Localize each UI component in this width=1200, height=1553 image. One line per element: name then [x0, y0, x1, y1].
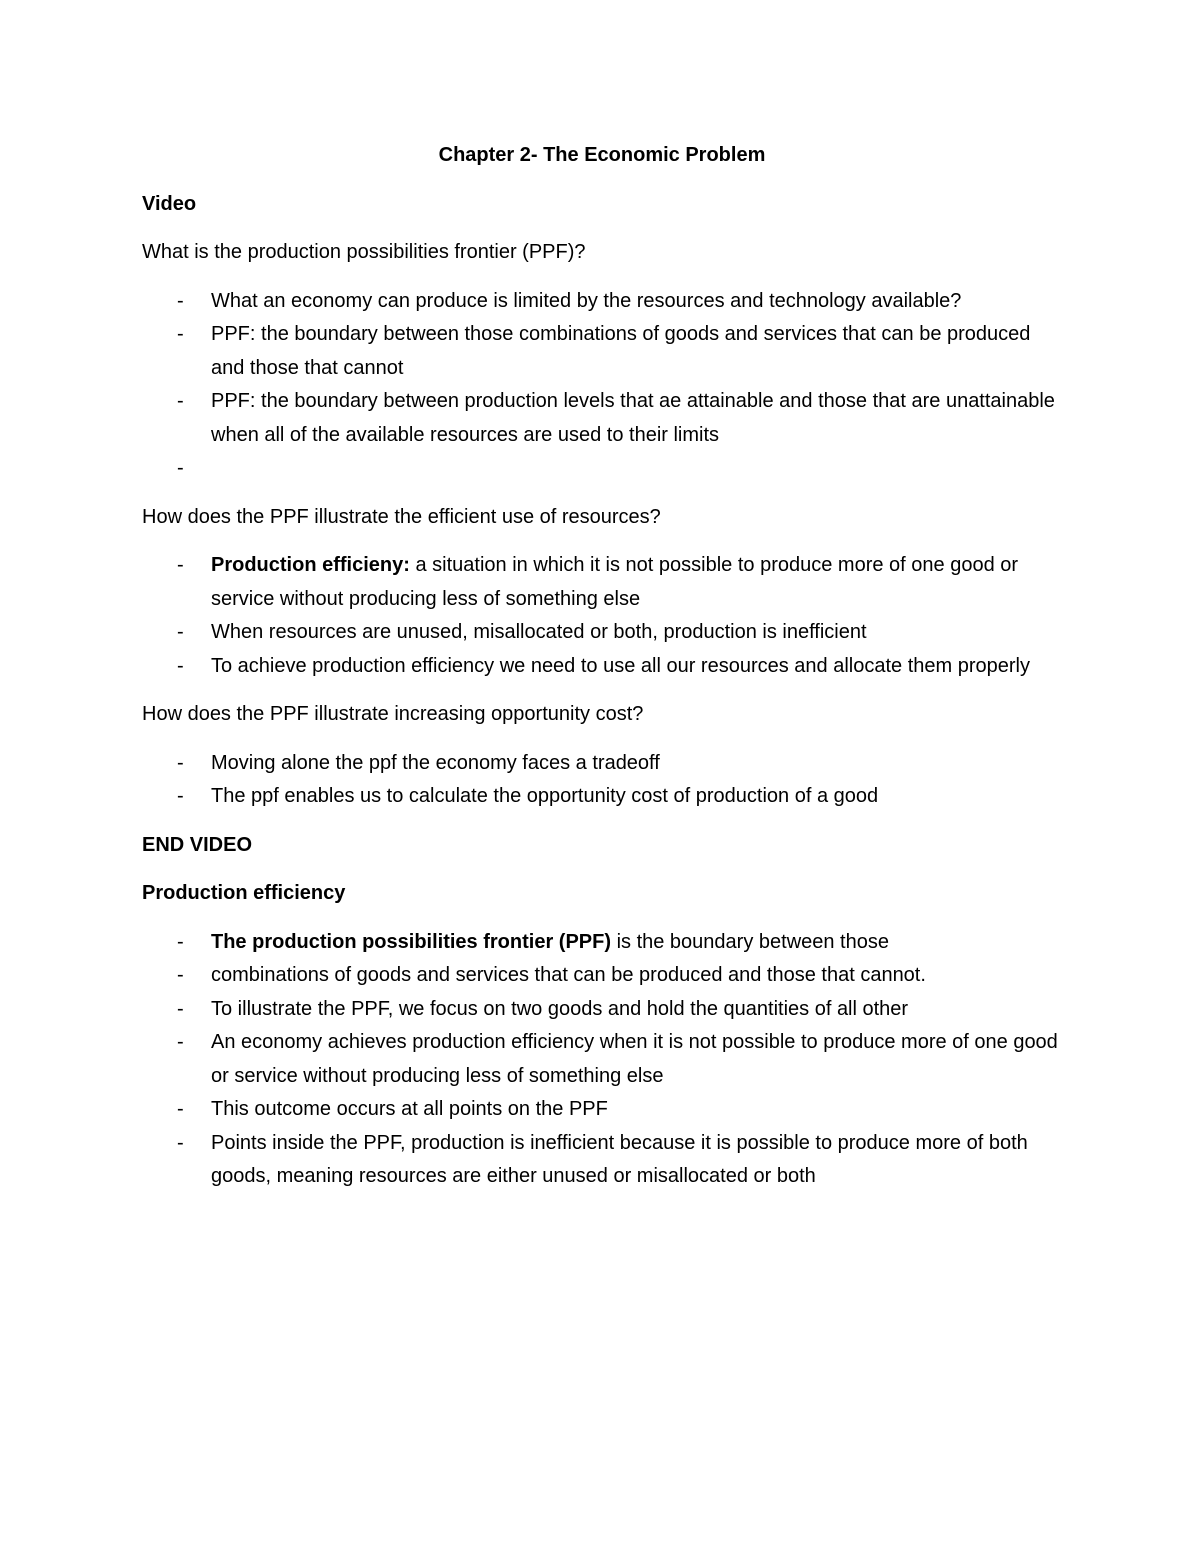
list-item — [142, 926, 1062, 960]
production-efficiency-heading: Production efficiency — [142, 882, 346, 904]
list-item-text: PPF: the boundary between production levels that ae attainable and those that are unattainable when all of the available resources are used to their limits — [211, 390, 1055, 446]
dash-bullet: - — [177, 1131, 184, 1154]
production-efficiency-bullet-list — [142, 926, 1062, 1194]
list-item-text: To illustrate the PPF, we focus on two goods and hold the quantities of all other — [211, 997, 909, 1020]
term-production-efficiency: Production efficieny: — [211, 554, 410, 576]
dash-bullet: - — [177, 930, 184, 953]
list-item — [142, 385, 1062, 452]
dash-bullet: - — [177, 1031, 184, 1053]
list-item — [142, 549, 1062, 616]
list-item-text: To achieve production efficiency we need to use all our resources and allocate them properly — [211, 654, 1030, 677]
dash-bullet: - — [177, 997, 184, 1020]
list-item — [142, 318, 1062, 385]
list-item — [142, 650, 1062, 684]
dash-bullet: - — [177, 964, 184, 986]
question-opportunity-cost: How does the PPF illustrate increasing opportunity cost? — [142, 703, 644, 725]
end-video-heading: END VIDEO — [142, 833, 253, 856]
video-heading: Video — [142, 192, 197, 215]
list-item — [142, 747, 1062, 781]
list-item — [142, 452, 1062, 486]
dash-bullet: - — [177, 554, 184, 576]
list-item-text: When resources are unused, misallocated or both, production is inefficient — [211, 621, 867, 643]
term-ppf: The production possibilities frontier (PPF) — [211, 930, 612, 953]
list-item — [142, 1026, 1062, 1093]
list-item-text: The ppf enables us to calculate the opportunity cost of production of a good — [211, 785, 879, 807]
page-title: Chapter 2- The Economic Problem — [438, 144, 766, 166]
list-item-text: Points inside the PPF, production is inefficient because it is possible to produce more of both goods, meaning resources are either unused or misallocated or both — [211, 1131, 1028, 1187]
dash-bullet: - — [177, 390, 184, 412]
dash-bullet: - — [177, 654, 184, 677]
opportunity-cost-bullet-list — [142, 747, 1062, 814]
question-ppf: What is the production possibilities frontier (PPF)? — [142, 241, 586, 263]
question-efficient-use: How does the PPF illustrate the efficient use of resources? — [142, 505, 661, 528]
list-item — [142, 285, 1062, 319]
list-item — [142, 959, 1062, 993]
dash-bullet: - — [177, 1098, 184, 1120]
list-item-text: What an economy can produce is limited by the resources and technology available? — [211, 289, 962, 312]
list-item-text: PPF: the boundary between those combinations of goods and services that can be produced and those that cannot — [211, 323, 1031, 379]
efficiency-bullet-list — [142, 549, 1062, 683]
list-item — [142, 616, 1062, 650]
dash-bullet: - — [177, 751, 184, 774]
list-item — [142, 1093, 1062, 1127]
dash-bullet: - — [177, 621, 184, 643]
list-item — [142, 1127, 1062, 1194]
list-item — [142, 993, 1062, 1027]
list-item-text: combinations of goods and services that can be produced and those that cannot. — [211, 964, 926, 986]
dash-bullet: - — [177, 323, 184, 345]
list-item — [142, 780, 1062, 814]
definition-text: is the boundary between those — [611, 930, 889, 953]
dash-bullet: - — [177, 457, 184, 479]
list-item-text: An economy achieves production efficiency when it is not possible to produce more of one good or service without producing less of something else — [211, 1031, 1058, 1087]
list-item-text: Moving alone the ppf the economy faces a tradeoff — [211, 751, 660, 774]
ppf-bullet-list — [142, 285, 1062, 486]
dash-bullet: - — [177, 289, 184, 312]
document-page — [142, 139, 1062, 1209]
list-item-text: This outcome occurs at all points on the PPF — [211, 1098, 608, 1120]
definition-text: a situation in which it is not possible to produce more of one good or service without producing less of something else — [211, 554, 1019, 610]
dash-bullet: - — [177, 785, 184, 807]
